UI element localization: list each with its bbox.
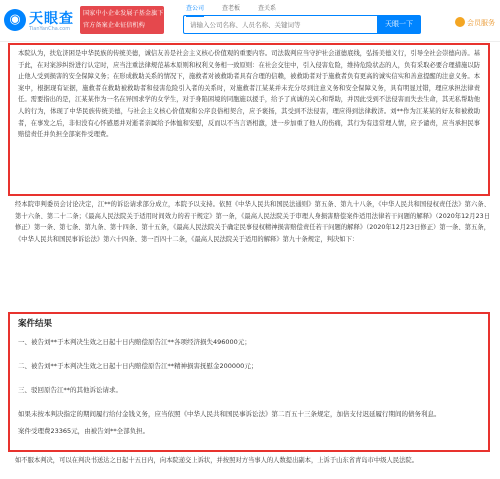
appeal-notice	[15, 455, 490, 467]
vip-label: 会员服务	[467, 19, 495, 27]
case-result-title: 案件结果	[18, 319, 53, 329]
case-result-highlight-box	[8, 312, 490, 452]
search-box	[183, 15, 380, 34]
result-item-1: 一、被告刘**于本判决生效之日起十日内赔偿原告江**各项经济损失496000元；	[18, 338, 251, 346]
result-item-5: 案件受理费23365元，由被告刘**全部负担。	[18, 427, 150, 435]
tianyancha-logo[interactable]	[4, 6, 84, 36]
official-badge	[80, 6, 164, 34]
crown-icon	[455, 17, 465, 27]
badge-line-2: 官方备案企业征信机构	[83, 22, 145, 29]
logo-subtext: TianYanCha.com	[29, 26, 71, 32]
vip-service-link[interactable]	[455, 15, 495, 31]
appeal-notice-text: 如不服本判决，可以在判决书送达之日起十五日内，向本院递交上诉状，并按照对方当事人的人数提出副本，上诉于山东省青岛市中级人民法院。	[15, 457, 418, 464]
judgment-basis-paragraph: 经本院审判委员会讨论决定，江**的诉讼请求部分成立，本院予以支持。依照《中华人民共和国民法通则》第五条、第九十八条，《中华人民共和国侵权责任法》第六条、第十六条、第二十二条；《最高人民法院关于适用时间效力的若干规定》第一条，《最高人民法院关于审理人身损害赔偿案件适用法律若干问题的解释》（2020年12月23日修正）第一条、第七条、第九条、第十四条、第十五条，《最高人民法院关于确定民事侵权精神损害赔偿责任若干问题的解释》（2020年12月23日修正）第一条、第五条，《中华人民共和国民事诉讼法》第六十四条、第一百四十二条，《最高人民法院关于适用的解释》第九十条规定，判决如下：	[15, 201, 490, 243]
tab-boss[interactable]: 查老板	[222, 5, 241, 12]
badge-line-1: 国家中小企业发展子基金旗下	[83, 10, 164, 17]
court-reasoning-paragraph: 本院认为，扶危济困是中华民族的传统美德，诚信友善是社会主义核心价值观的重要内容。司法裁判应当守护社会道德底线，弘扬美德义行，引导全社会崇德向善。基于此，在对案涉纠纷进行认定时，应当注重法律规范基本原则和权利义务相一致原则：在社会交往中，引入侵害危险，维持危险状态的人，负有采取必要合理措施以防止他人受到损害的安全保障义务；在形成救助关系的情况下，施救者对被救助者具有合理的信赖，被救助者对于施救者负有更高的诚实信实和善意提醒的注意义务。本案中，根据现有证据，施救者在救助被救助者和侵害危险引入者的关系时，对施救者江某某并未充分尽到注意义务和安全保障义务，具有明显过错，理应承担法律责任。需要指出的是，江某某作为一名在异国求学的女学生，对于身陷困境的同胞施以援手，给予了真诚的关心和帮助，并因此受到不法侵害而失去生命，其无私帮助他人的行为，体现了中华民族传统美德，与社会主义核心价值观和公序良俗相契合，应予褒扬，其受到不法侵害，理应得到法律救济。刘**作为江某某的好友和被救助者，在事发之后，非但没有心怀感恩并对逝者亲属给予体恤和安慰，反而以不当言语相激，进一步加重了他人的伤痛，其行为有违常理人情，应予谴责，应当承担民事赔偿责任并负担全部案件受理费。	[18, 50, 480, 139]
search-input[interactable]	[184, 16, 344, 33]
tab-relation[interactable]: 查关系	[258, 5, 277, 12]
tab-company[interactable]: 查公司	[186, 3, 204, 15]
result-item-2: 二、被告刘**于本判决生效之日起十日内赔偿原告江**精神损害抚慰金200000元；	[18, 362, 258, 370]
search-button[interactable]: 天眼一下	[377, 15, 421, 34]
top-header	[0, 0, 500, 42]
result-item-3: 三、驳回原告江**的其他诉讼请求。	[18, 386, 122, 394]
judgment-basis-section	[15, 199, 490, 245]
logo-text: 天眼查	[29, 11, 74, 27]
result-item-4: 如果未按本判决指定的期间履行给付金钱义务，应当依照《中华人民共和国民事诉讼法》第二百五十三条规定，加倍支付迟延履行期间的债务利息。	[18, 410, 441, 418]
reasoning-highlight-box	[8, 43, 490, 196]
eye-icon: ◉	[4, 9, 26, 31]
